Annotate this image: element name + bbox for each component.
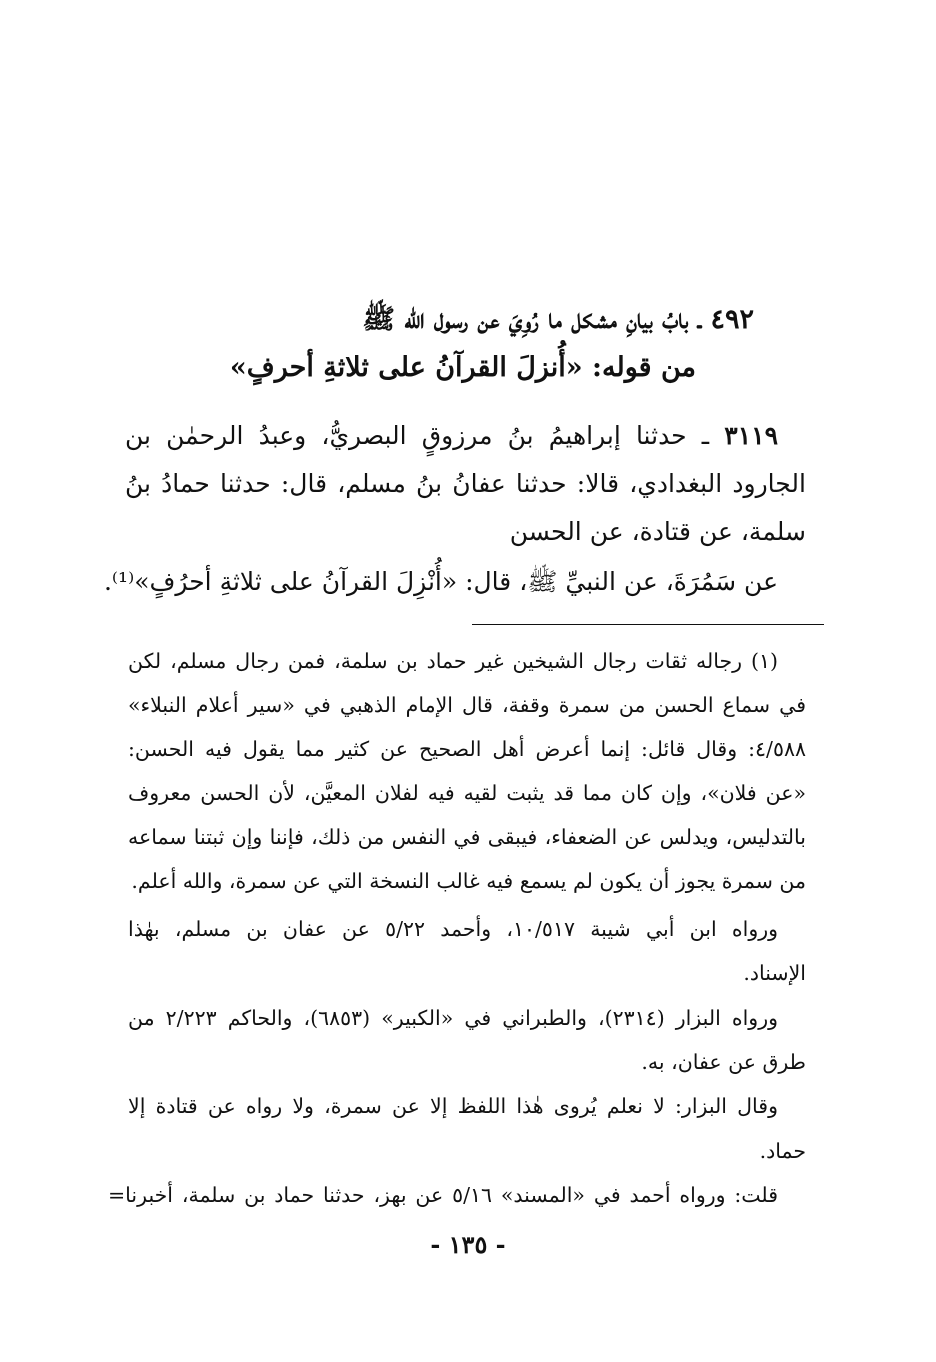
chapter-title-line-2: من قوله: «أُنزلَ القرآنُ على ثلاثةِ أحرفٍ» xyxy=(229,352,696,383)
hadith-line-1 xyxy=(125,414,778,458)
hadith-number: ٣١١٩ xyxy=(724,421,778,450)
hadith-line-2: الجارود البغدادي، قالا: حدثنا عفانُ بنُ مسلم، قال: حدثنا حمادُ بنُ xyxy=(125,469,806,498)
footnote-line-11: وقال البزار: لا نعلم يُروى هٰذا اللفظ إلا عن سمرة، ولا رواه عن قتادة إلا xyxy=(128,1094,778,1118)
hadith-line-1-text: ـ حدثنا إبراهيمُ بنُ مرزوقٍ البصريُّ، وعبدُ الرحمٰن بن xyxy=(125,421,710,450)
footnote-line-3: ٤/٥٨٨: وقال قائل: إنما أعرض أهل الصحيح عن كثير مما يقول فيه الحسن: xyxy=(128,737,806,761)
hadith-line-3: سلمة، عن قتادة، عن الحسن xyxy=(509,517,806,546)
footnote-line-9: ورواه البزار (٢٣١٤)، والطبراني في «الكبير» (٦٨٥٣)، والحاكم ٢/٢٢٣ من xyxy=(128,1006,779,1030)
footnote-line-7: ورواه ابن أبي شيبة ١٠/٥١٧، وأحمد ٥/٢٢ عن عفان بن مسلم، بهٰذا xyxy=(128,917,779,941)
footnote-line-5: بالتدليس، ويدلس عن الضعفاء، فيبقى في النفس من ذلك، فإننا وإن ثبتنا سماعه xyxy=(128,825,806,849)
footnote-line-8: الإسناد. xyxy=(743,961,806,985)
hadith-line-4: عن سَمُرَةَ، عن النبيِّ ﷺ، قال: «أُنْزِلَ القرآنُ على ثلاثةِ أحرُفٍ»⁽¹⁾. xyxy=(103,567,778,596)
footnote-separator xyxy=(472,624,824,625)
page-number: - ١٣٥ - xyxy=(430,1230,506,1259)
footnote-line-12: حماد. xyxy=(759,1139,806,1163)
footnote-line-4: «عن فلان»، وإن كان مما قد يثبت لقيه فيه لفلان المعيَّن، لأن الحسن معروف xyxy=(128,781,806,805)
footnote-line-10: طرق عن عفان، به. xyxy=(641,1050,806,1074)
chapter-title-line-1: ٤٩٢ ـ بابُ بيانِ مشكل ما رُوِيَ عن رسول الله ﷺ xyxy=(362,304,754,335)
footnote-line-6: من سمرة يجوز أن يكون لم يسمع فيه غالب النسخة التي عن سمرة، والله أعلم. xyxy=(131,869,806,893)
footnote-line-1: (١) رجاله ثقات رجال الشيخين غير حماد بن سلمة، فمن رجال مسلم، لكن xyxy=(128,649,778,673)
footnote-line-13: قلت: ورواه أحمد في «المسند» ٥/١٦ عن بهز، حدثنا حماد بن سلمة، أخبرنا= xyxy=(108,1183,778,1207)
footnote-line-2: في سماع الحسن من سمرة وقفة، قال الإمام الذهبي في «سير أعلام النبلاء» xyxy=(128,693,806,717)
